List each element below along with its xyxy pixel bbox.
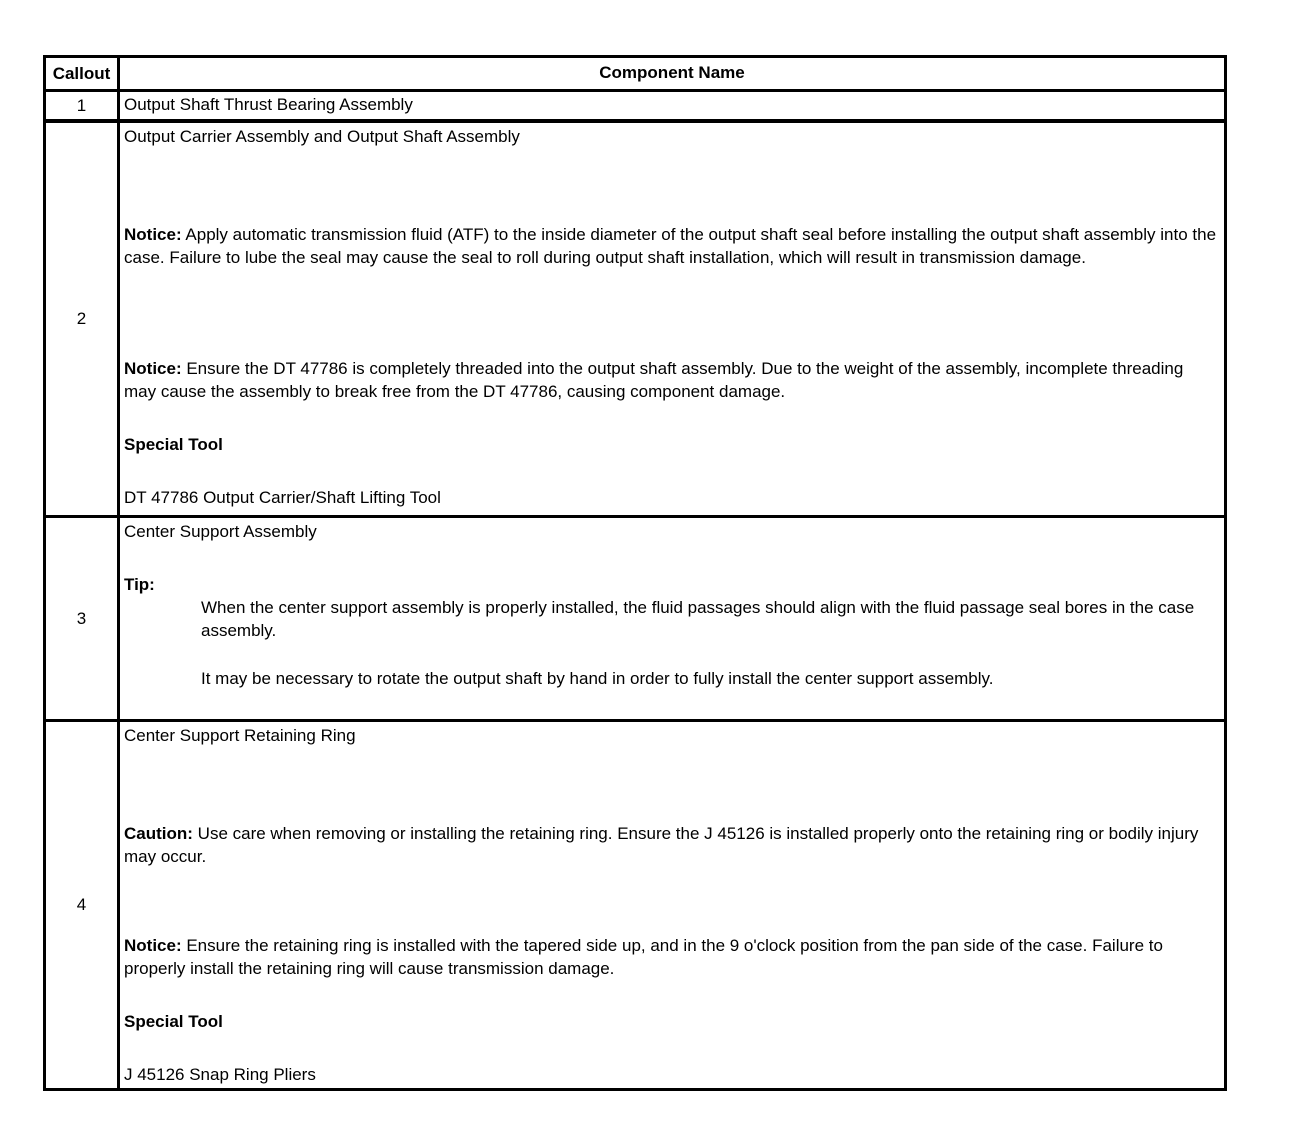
notice-text: Ensure the retaining ring is installed with the tapered side up, and in the 9 o'clock position from the pan side of the case. Failure to properly install the retaining ring will cause transmission damage.: [124, 936, 1163, 978]
notice-label: Notice:: [124, 359, 182, 378]
tip-text: When the center support assembly is properly installed, the fluid passages should align with the fluid passage seal bores in the case assembly.: [201, 598, 1195, 640]
component-cell: [120, 518, 1224, 719]
caution-label: Caution:: [124, 824, 193, 843]
special-tool-text: DT 47786 Output Carrier/Shaft Lifting Tool: [124, 488, 441, 507]
special-tool-label: Special Tool: [124, 435, 223, 454]
caution-text: Use care when removing or installing the retaining ring. Ensure the J 45126 is installed properly onto the retaining ring or bodily injury may occur.: [124, 824, 1199, 866]
header-component-name: Component Name: [599, 63, 745, 83]
notice-label: Notice:: [124, 936, 182, 955]
notice-paragraph: [124, 358, 1218, 403]
tip-text: It may be necessary to rotate the output shaft by hand in order to fully install the center support assembly.: [201, 669, 994, 688]
notice-text: Ensure the DT 47786 is completely threaded into the output shaft assembly. Due to the weight of the assembly, incomplete threading may cause the assembly to break free from the DT 47786, causing component damage.: [124, 359, 1184, 401]
component-title: Output Carrier Assembly and Output Shaft Assembly: [124, 127, 520, 146]
component-title: Output Shaft Thrust Bearing Assembly: [124, 95, 413, 115]
component-title: Center Support Assembly: [124, 522, 317, 541]
table-row: [43, 719, 1227, 1091]
callout-number: 4: [46, 722, 120, 1088]
table-header-row: [43, 55, 1227, 89]
callout-number: 1: [46, 92, 120, 119]
component-title: Center Support Retaining Ring: [124, 726, 356, 745]
header-callout: Callout: [46, 58, 120, 89]
callout-number: 2: [46, 123, 120, 515]
special-tool-text: J 45126 Snap Ring Pliers: [124, 1065, 316, 1084]
special-tool-label: Special Tool: [124, 1012, 223, 1031]
notice-text: Apply automatic transmission fluid (ATF) to the inside diameter of the output shaft seal before installing the output shaft assembly into the case. Failure to lube the seal may cause the seal to roll during output shaft installation, which will result in transmission damage.: [124, 225, 1217, 267]
notice-label: Notice:: [124, 225, 182, 244]
table-row: [43, 89, 1227, 121]
caution-paragraph: [124, 823, 1218, 868]
notice-paragraph: [124, 935, 1218, 980]
component-table: [43, 55, 1227, 1091]
component-cell: [120, 722, 1224, 1088]
component-cell: [120, 123, 1224, 515]
callout-number: 3: [46, 518, 120, 719]
tip-label: Tip:: [124, 575, 155, 594]
table-row: [43, 121, 1227, 515]
notice-paragraph: [124, 224, 1218, 269]
table-row: [43, 515, 1227, 719]
